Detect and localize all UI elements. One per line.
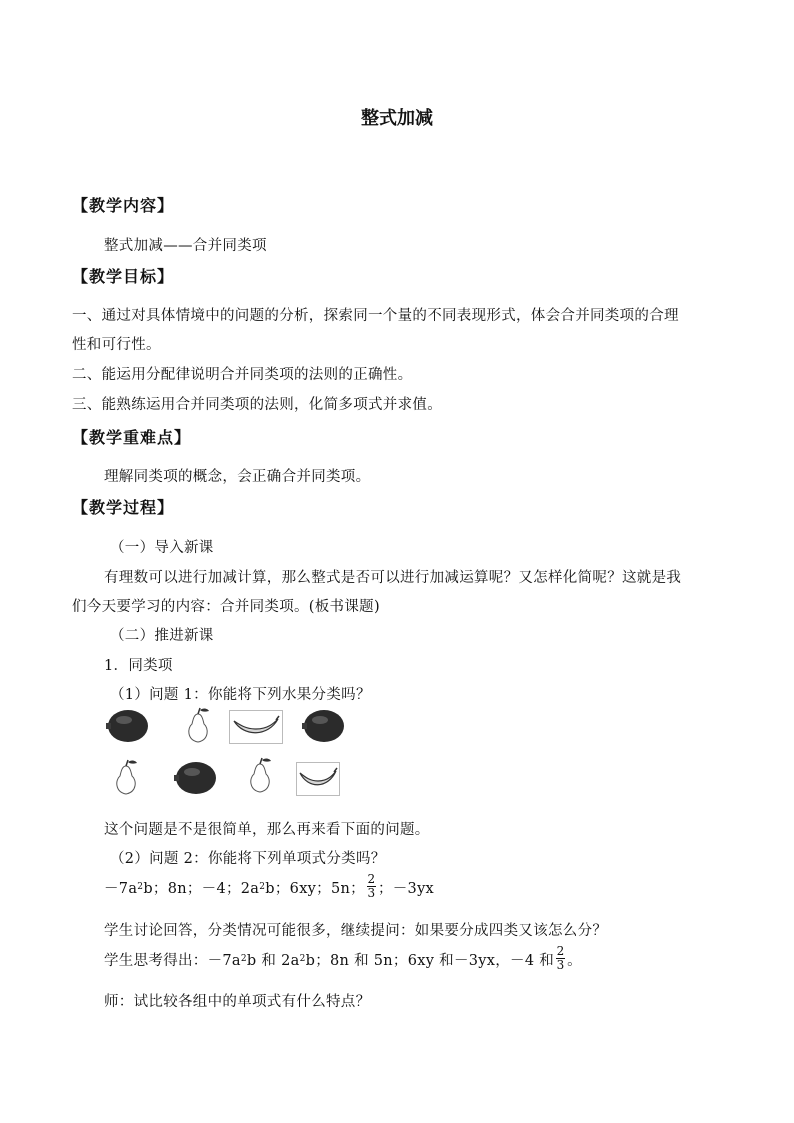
answer-line: 学生思考得出：－7a 2 b 和 2a 2 b；8n 和 5n；6xy 和－3yx，－4 和 $\frac{2}{3}$ 。 [104, 943, 582, 972]
fraction: $\frac{2}{3}$ [367, 871, 376, 900]
para1-line2: 们今天要学习的内容：合并同类项。(板书课题) [72, 599, 380, 615]
pear-icon [240, 756, 286, 796]
content-text: 整式加减——合并同类项 [104, 238, 267, 254]
after-fruits-text: 这个问题是不是很简单，那么再来看下面的问题。 [104, 822, 430, 838]
kiwi-icon [300, 706, 346, 746]
difficulty-text: 理解同类项的概念，会正确合并同类项。 [104, 469, 371, 485]
heading-content: 【教学内容】 [72, 196, 175, 215]
goal-line-4: 三、能熟练运用合并同类项的法则，化简多项式并求值。 [72, 397, 442, 413]
heading-goals: 【教学目标】 [72, 267, 175, 286]
banana-icon [229, 710, 283, 744]
question-2: （2）问题 2：你能将下列单项式分类吗？ [110, 851, 386, 867]
goal-line-1: 一、通过对具体情境中的问题的分析，探索同一个量的不同表现形式，体会合并同类项的合理 [72, 308, 679, 324]
monomial-list: －7a 2 b；8n；－4；2a 2 b；6xy；5n； $\frac{2}{3}$ ；－3yx [104, 871, 435, 900]
teacher-question: 师：试比较各组中的单项式有什么特点？ [104, 994, 371, 1010]
fraction: $\frac{2}{3}$ [556, 943, 565, 972]
heading-difficulty: 【教学重难点】 [72, 428, 192, 447]
discussion-text: 学生讨论回答，分类情况可能很多，继续提问：如果要分成四类又该怎么分？ [104, 923, 608, 939]
heading-process: 【教学过程】 [72, 498, 175, 517]
question-1: （1）问题 1：你能将下列水果分类吗？ [110, 687, 371, 703]
pear-icon [106, 758, 152, 798]
page-title: 整式加减 [361, 108, 433, 129]
banana-icon [296, 762, 340, 796]
kiwi-icon [172, 758, 218, 798]
part1-heading: （一）导入新课 [110, 540, 214, 556]
part2-heading: （二）推进新课 [110, 628, 214, 644]
goal-line-2: 性和可行性。 [72, 337, 161, 353]
kiwi-icon [104, 706, 150, 746]
item1-heading: 1．同类项 [104, 658, 173, 674]
goal-line-3: 二、能运用分配律说明合并同类项的法则的正确性。 [72, 367, 413, 383]
para1-line1: 有理数可以进行加减计算，那么整式是否可以进行加减运算呢？又怎样化简呢？这就是我 [104, 570, 682, 586]
pear-icon [176, 706, 222, 746]
